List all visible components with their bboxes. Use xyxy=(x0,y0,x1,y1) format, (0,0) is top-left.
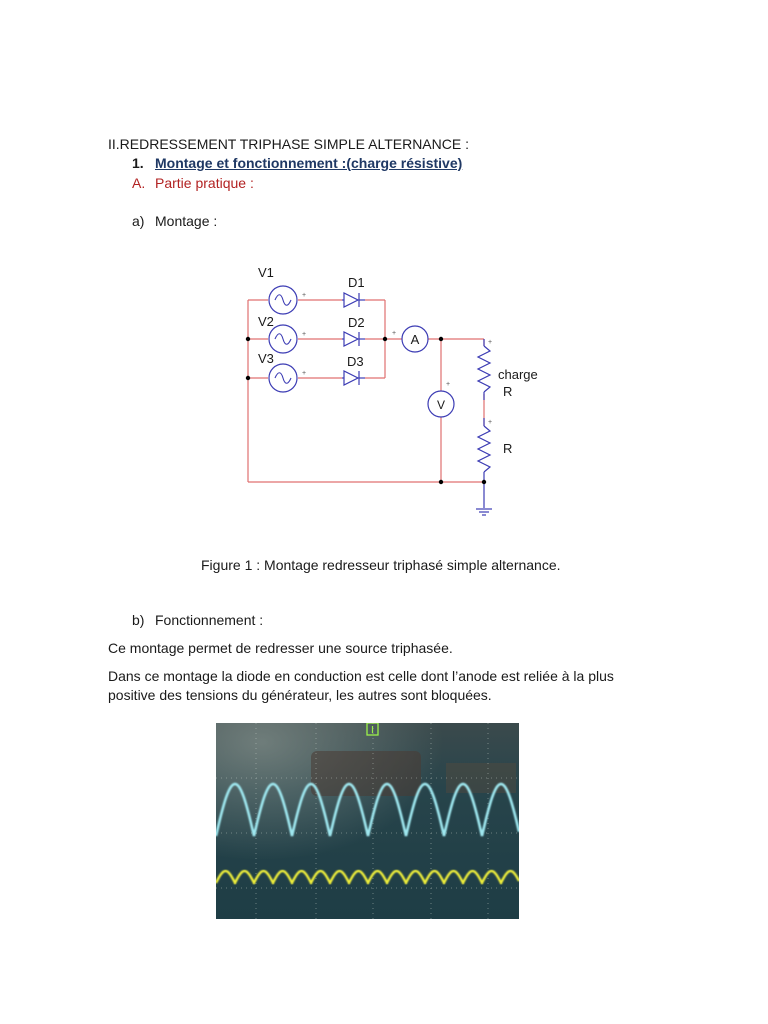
item-a-label: a) xyxy=(132,213,145,229)
label-r-bottom: R xyxy=(503,441,513,456)
ammeter-icon xyxy=(402,326,428,352)
section-1-title: Montage et fonctionnement :(charge résistive) xyxy=(155,155,463,171)
diode-d2-icon xyxy=(342,332,365,346)
ground-symbol xyxy=(476,509,492,515)
item-a-text: Montage : xyxy=(155,213,218,229)
label-v3: V3 xyxy=(258,351,274,366)
voltmeter-label: V xyxy=(436,398,446,412)
label-r-top: R xyxy=(503,384,513,399)
label-d3: D3 xyxy=(347,354,364,369)
oscilloscope-photo xyxy=(216,723,519,919)
label-v2: V2 xyxy=(258,314,274,329)
item-b-text: Fonctionnement : xyxy=(155,612,264,628)
source-v1-icon xyxy=(269,286,297,314)
polarity-mark-ammeter: + xyxy=(392,330,397,337)
paragraph-1: Ce montage permet de redresser une source triphasée. xyxy=(108,640,453,656)
section-a-letter: A. xyxy=(132,175,146,191)
polarity-mark-v1: + xyxy=(302,292,307,299)
polarity-mark-v3: + xyxy=(302,370,307,377)
figure-1-caption: Figure 1 : Montage redresseur triphasé simple alternance. xyxy=(201,557,561,573)
label-d2: D2 xyxy=(348,315,365,330)
item-b-label: b) xyxy=(132,612,145,628)
section-heading: II.REDRESSEMENT TRIPHASE SIMPLE ALTERNANCE : xyxy=(108,136,469,152)
label-v1: V1 xyxy=(258,265,274,280)
diode-d3-icon xyxy=(342,371,365,385)
section-a-title: Partie pratique : xyxy=(155,175,254,191)
voltmeter-icon xyxy=(428,391,454,417)
circuit-schematic xyxy=(230,258,560,528)
section-1-number: 1. xyxy=(132,155,144,171)
paragraph-2-line-2: positive des tensions du générateur, les autres sont bloquées. xyxy=(108,687,492,703)
source-v3-icon xyxy=(269,364,297,392)
label-charge: charge xyxy=(498,367,538,382)
ammeter-label: A xyxy=(410,332,420,347)
polarity-mark-voltmeter: + xyxy=(446,381,451,388)
label-d1: D1 xyxy=(348,275,365,290)
source-v2-icon xyxy=(269,325,297,353)
oscilloscope-display xyxy=(216,723,519,919)
paragraph-2-line-1: Dans ce montage la diode en conduction est celle dont l’anode est reliée à la plus xyxy=(108,668,614,684)
polarity-mark-r2: + xyxy=(488,419,493,426)
polarity-mark-v2: + xyxy=(302,331,307,338)
diode-d1-icon xyxy=(342,293,365,307)
polarity-mark-r1: + xyxy=(488,339,493,346)
